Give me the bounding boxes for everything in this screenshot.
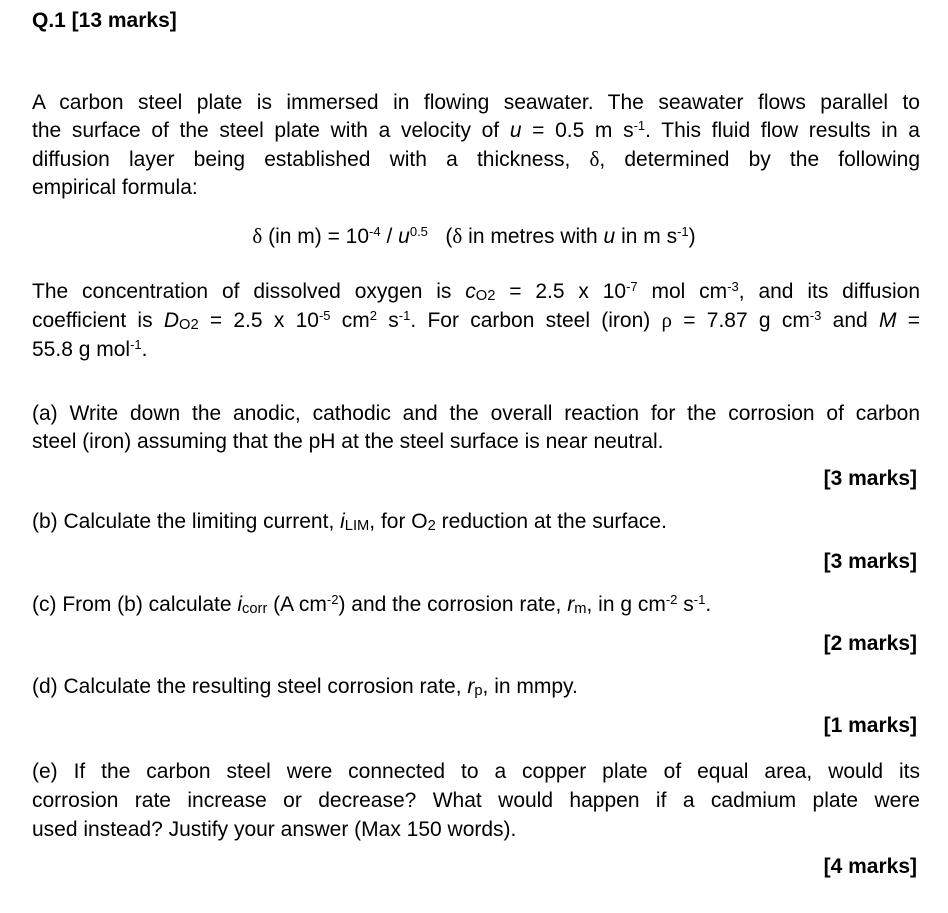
intro-line-4: empirical formula:: [32, 176, 198, 199]
params-line-1: The concentration of dissolved oxygen is $c_{O2} = 2.5$ x $10^{-7}$ mol $cm^{-3}$, and its diffusion: [32, 278, 921, 305]
intro-line-2: the surface of the steel plate with a velocity of u = 0.5 m $s^{-1}$. This fluid flow results in a: [32, 117, 920, 142]
part-a-line-1: (a) Write down the anodic, cathodic and the overall reaction for the corrosion of carbon: [32, 402, 920, 425]
part-e-text: [32, 757, 920, 844]
question-heading: Q.1 [13 marks]: [32, 9, 177, 32]
part-d-text: [32, 673, 920, 701]
part-a-text: [32, 400, 920, 456]
intro-line-3: diffusion layer being established with a thickness, δ, determined by the following: [32, 147, 920, 171]
part-e-line-2: corrosion rate increase or decrease? What would happen if a cadmium plate were: [32, 789, 920, 812]
part-c-marks: [2 marks]: [823, 632, 917, 655]
parameters-paragraph: [32, 277, 920, 364]
intro-paragraph: [32, 89, 920, 202]
params-line-2: coefficient is $D_{O2} = 2.5$ x $10^{-5}$ $cm^2$ $s^{-1}$. For carbon steel (iron) ρ = 7.87 g $cm^{-3}$ and M =: [32, 307, 920, 334]
part-d-line: (d) Calculate the resulting steel corrosion rate, $r_p$, in mmpy.: [32, 675, 578, 700]
part-e-line-3: used instead? Justify your answer (Max 150 words).: [32, 818, 517, 841]
part-e-line-1: (e) If the carbon steel were connected to a copper plate of equal area, would its: [32, 760, 920, 783]
part-e-marks: [4 marks]: [823, 855, 917, 878]
part-a-marks: [3 marks]: [823, 467, 917, 490]
part-b-marks: [3 marks]: [823, 550, 917, 573]
params-line-3: 55.8 g mol$^{-1}$.: [32, 336, 148, 361]
part-b-line: (b) Calculate the limiting current, $i_{LIM}$, for $O_2$ reduction at the surface.: [32, 510, 667, 535]
part-d-marks: [1 marks]: [823, 714, 917, 737]
diffusion-layer-formula: δ (in $m) = 10^{-4} / u^{0.5}$ (δ in metres with u in m $s^{-1}$): [252, 223, 696, 248]
part-a-line-2: steel (iron) assuming that the pH at the steel surface is near neutral.: [32, 430, 664, 453]
part-b-text: [32, 508, 920, 536]
intro-line-1: A carbon steel plate is immersed in flowing seawater. The seawater flows parallel to: [32, 91, 920, 114]
part-c-line: (c) From (b) calculate $i_{corr}$ (A $cm^{-2}$) and the corrosion rate, $r_m$, in g $cm^{-2}$ $s^{-1}$.: [32, 591, 712, 618]
part-c-text: [32, 591, 920, 619]
